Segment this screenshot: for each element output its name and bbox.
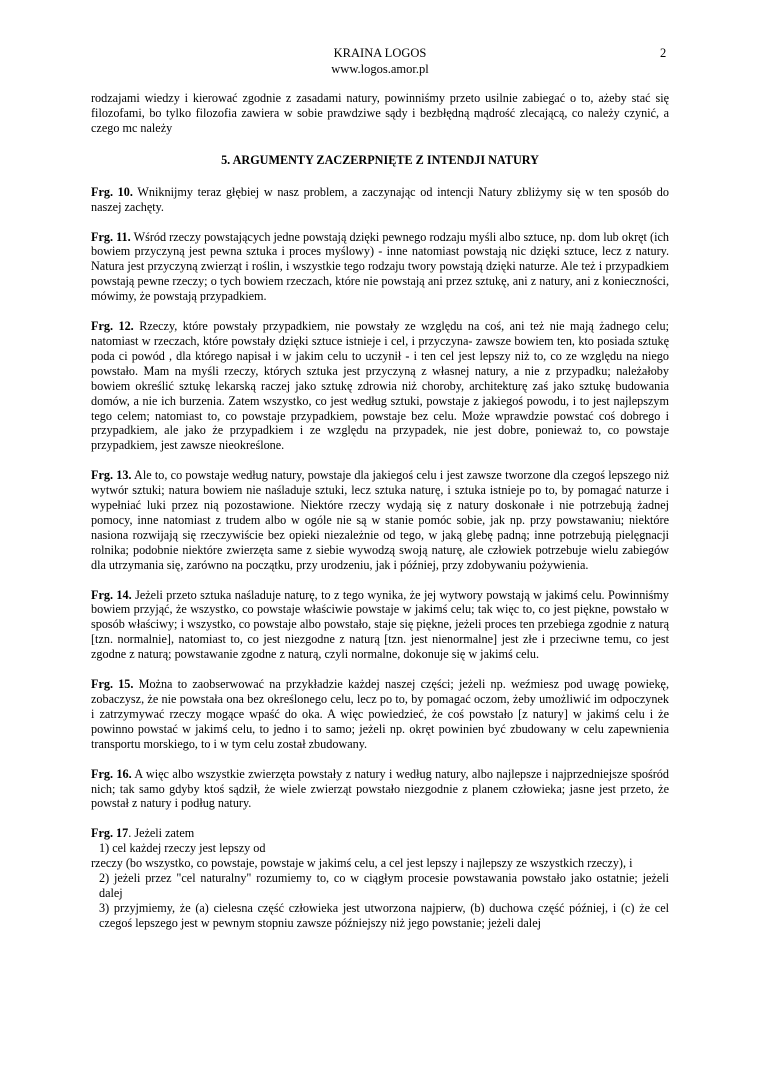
fragment-15 (91, 677, 669, 752)
page-body (91, 91, 669, 931)
list-item-1: 1) cel każdej rzeczy jest lepszy od (99, 841, 266, 856)
fragment-label: Frg. 16. (91, 766, 132, 781)
fragment-label: Frg. 12. (91, 319, 134, 334)
section-title: 5. ARGUMENTY ZACZERPNIĘTE Z INTENDJI NATURY (221, 152, 539, 167)
fragment-text: Wśród rzeczy powstających jedne powstają dzięki pewnego rodzaju myśli albo sztuce, np. dom lub okręt (ich bowiem przyczyną jest pewna sztuka i proces myślowy) - inne natomiast powstają nic dzięki sztuce, lecz z natury. Natura jest przyczyną zwierząt i roślin, i wszystkie tego rodzaju twory powstają dzięki naturze. Ale też i przypadkiem powstają pewne rzeczy; o tych bowiem rzeczach, które nie powstają ani przez sztukę, ani z natury, ani z konieczności, mówimy, że powstają przypadkiem. (91, 229, 669, 304)
fragment-10 (91, 185, 669, 215)
fragment-17-heading (91, 826, 669, 841)
fragment-label: Frg. 15. (91, 677, 134, 692)
fragment-label: Frg. 13. (91, 468, 132, 483)
fragment-13 (91, 468, 669, 572)
fragment-16 (91, 767, 669, 812)
fragment-text: Rzeczy, które powstały przypadkiem, nie powstały ze względu na coś, ani też nie mają żadnego celu; natomiast w rzeczach, które powstały dzięki sztuce istnieje i cel, i przyczyna- zawsze bowiem ten, kto posiada sztukę poda ci powód , dla którego napisał i w jakim celu to uczynił - i ten cel jest lepszy niż to, co ze względu na niego powstało. Mam na myśli rzeczy, których sztuka jest przyczyną z własnej natury, a nie z przypadku; należałoby bowiem określić sztukę lekarską raczej jako sztukę zdrowia niż choroby, architekturę zaś jako sztukę budowania domów, a nie ich burzenia. Zatem wszystko, co jest według sztuki, powstaje z jakiegoś powodu, i to jest najlepszym tego celem; natomiast to, co powstaje przypadkiem, powstaje bez celu. Może wprawdzie powstać coś dobrego i przypadkiem, ale jako że przypadkiem i ze względu na przypadek, nie jest dobre, ponieważ to, co powstaje przypadkiem, jest zawsze nieokreślone. (91, 319, 669, 453)
fragment-label: Frg. 17 (91, 826, 129, 841)
intro-paragraph: rodzajami wiedzy i kierować zgodnie z zasadami natury, powinniśmy przeto usilnie zabiegać o to, ażeby stać się filozofami, bo tylko filozofia zawiera w sobie prawdziwe sądy i bezbłędną mądrość zlecającą, co należy czynić, a czego mc należy (91, 91, 669, 135)
fragment-text: . Jeżeli zatem (128, 826, 195, 841)
fragment-label: Frg. 14. (91, 587, 132, 602)
fragment-text: A więc albo wszystkie zwierzęta powstały z natury i według natury, albo najlepsze i najprzedniejsze spośród nich; tak samo gdyby ktoś sądził, że wiele zwierząt powstało niezgodnie z planem człowieka; jasne jest przeto, że powstał z natury i podług natury. (91, 766, 669, 811)
header-title: KRAINA LOGOS (333, 46, 427, 60)
fragment-text: Wniknijmy teraz głębiej w nasz problem, a zaczynając od intencji Natury zbliżymy się w ten sposób do naszej zachęty. (91, 184, 669, 214)
page-number: 2 (660, 46, 667, 60)
header-url: www.logos.amor.pl (331, 62, 429, 76)
fragment-14 (91, 588, 669, 663)
fragment-text: Można to zaobserwować na przykładzie każdej naszej części; jeżeli np. weźmiesz pod uwagę powiekę, zobaczysz, że nie powstała ona bez określonego celu, lecz po to, by pomagać oczom, żeby umożliwić im odpoczynek i zatrzymywać rzeczy mogące wpaść do oka. A więc powiedzieć, że coś powstało [z natury] w jakimś celu i że powinno powstać w jakimś celu, to jedno i to samo; jeżeli np. okręt powinien być zbudowany w celu zapewnienia transportu morskiego, to i w tym celu został zbudowany. (91, 677, 669, 751)
list-item-2: 2) jeżeli przez "cel naturalny" rozumiemy to, co w ciągłym procesie powstawania powstało jako ostatnie; jeżeli dalej (99, 871, 669, 900)
fragment-label: Frg. 11. (91, 229, 131, 244)
list-item-3: 3) przyjmiemy, że (a) cielesna część człowieka jest utworzona najpierw, (b) duchowa część później, i (c) że cel czegoś lepszego jest w pewnym stopniu zawsze późniejszy niż jego powstanie; jeżeli dalej (99, 900, 669, 930)
fragment-text: Jeżeli przeto sztuka naśladuje naturę, to z tego wynika, że jej wytwory powstają w jakimś celu. Powinniśmy bowiem przyjąć, że wszystko, co powstaje właściwie powstaje w jakimś celu; tak więc to, co jest piękne, powstało w sposób właściwy; i wszystko, co powstaje albo powstało, staje się piękne, jeżeli proces ten przebiega zgodnie z naturą [tzn. normalnie], natomiast to, co jest niezgodne z naturą [tzn. jest nienormalne] jest złe i przeciwne temu, co jest zgodne z naturą; powstawanie zgodne z naturą, czyli normalne, dokonuje się w jakimś celu. (91, 587, 669, 662)
fragment-12 (91, 319, 669, 453)
fragment-17 (91, 826, 669, 930)
fragment-label: Frg. 10. (91, 184, 133, 199)
list-item-1-continuation: rzeczy (bo wszystko, co powstaje, powstaje w jakimś celu, a cel jest lepszy i najlepszy ze wszystkich rzeczy), i (91, 856, 633, 871)
fragment-text: Ale to, co powstaje według natury, powstaje dla jakiegoś celu i jest zawsze tworzone dla czegoś lepszego niż wytwór sztuki; natura bowiem nie naśladuje sztuki, lecz sztuka naturę, i sztuka istnieje po to, by pomagać naturze i wypełniać luki przez nią pozostawione. Niektóre rzeczy wydają się z natury doskonałe i nie potrzebują żadnej pomocy, inne natomiast z trudem albo w ogóle nie są w stanie pomóc sobie, jak np. przy powstawaniu; niektóre nasiona rozwijają się rzeczywiście bez opieki niezależnie od tego, w jaką glebę padną; inne potrzebują pielęgnacji rolnika; podobnie niektóre zwierzęta same z siebie wywodzą swoją naturę, ale człowiek potrzebuje wielu zabiegów dla utrzymania się, zarówno na początku, przy urodzeniu, jak i później, przy zdobywaniu pożywienia. (91, 468, 669, 572)
page-header (0, 45, 760, 77)
fragment-11 (91, 230, 669, 305)
